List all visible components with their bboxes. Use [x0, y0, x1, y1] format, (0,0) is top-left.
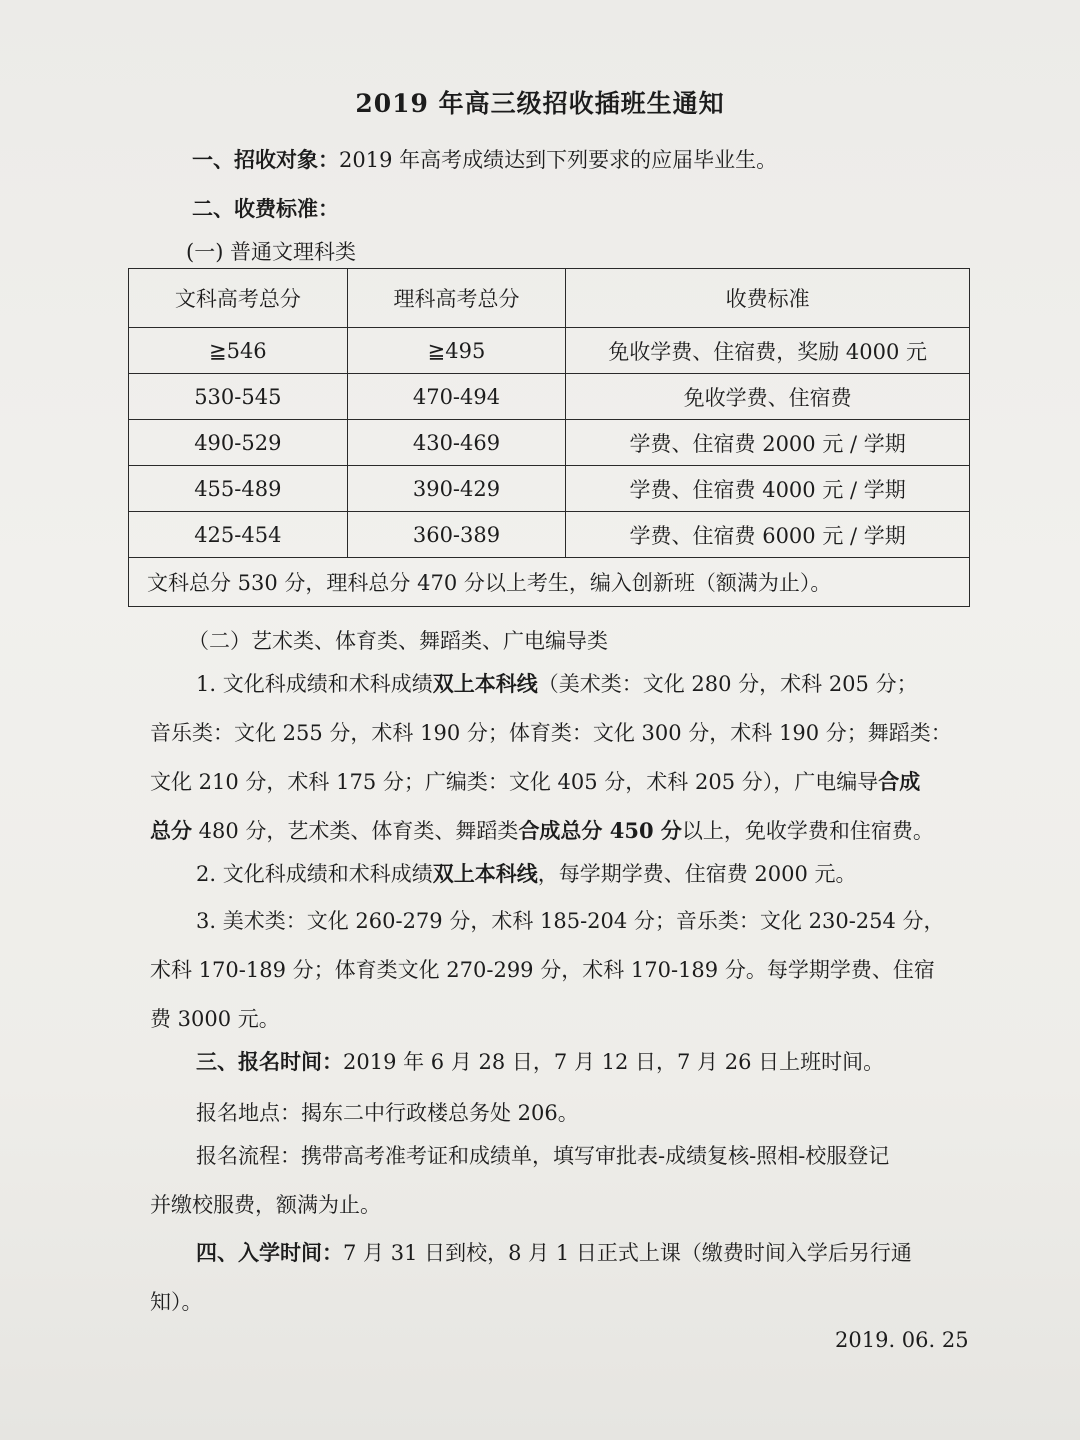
item-3-line-1: 3. 美术类：文化 260-279 分，术科 185-204 分；音乐类：文化 230-254 分， [196, 909, 945, 933]
section-3-text: 2019 年 6 月 28 日，7 月 12 日，7 月 26 日上班时间。 [343, 1050, 885, 1074]
cell-fee: 免收学费、住宿费，奖励 4000 元 [566, 328, 970, 374]
item-2-text: 2. 文化科成绩和术科成绩 [196, 862, 433, 886]
header-fee-standard: 收费标准 [566, 269, 970, 328]
table-row [129, 466, 970, 512]
item-1-line-1 [196, 668, 918, 698]
section-4-text: 7 月 31 日到校，8 月 1 日正式上课（缴费时间入学后另行通 [343, 1241, 912, 1265]
item-2 [196, 858, 857, 888]
cell-science: 470-494 [347, 374, 566, 420]
item-1-text: （美术类：文化 280 分，术科 205 分； [537, 672, 918, 696]
registration-process-line-1: 报名流程：携带高考准考证和成绩单，填写审批表-成绩复核-照相-校服登记 [196, 1144, 890, 1168]
subsection-1: (一) 普通文理科类 [186, 240, 357, 264]
section-4-label: 四、入学时间： [196, 1240, 343, 1265]
section-1-label: 一、招收对象： [192, 147, 339, 172]
header-liberal-arts: 文科高考总分 [129, 269, 348, 328]
cell-science: 430-469 [347, 420, 566, 466]
section-4 [196, 1237, 912, 1267]
notice-title: 2019 年高三级招收插班生通知 [355, 89, 725, 118]
item-1-emphasis: 合成 [878, 769, 921, 794]
item-1-emphasis: 双上本科线 [432, 671, 538, 696]
section-3-label: 三、报名时间： [196, 1049, 343, 1074]
section-2-label: 二、收费标准： [192, 196, 339, 221]
item-3-line-3: 费 3000 元。 [150, 1007, 280, 1031]
cell-liberal-arts: ≧546 [129, 328, 348, 374]
section-3 [196, 1046, 884, 1076]
cell-science: ≧495 [347, 328, 566, 374]
subsection-2: （二）艺术类、体育类、舞蹈类、广电编导类 [188, 629, 608, 653]
item-1-line-2: 音乐类：文化 255 分，术科 190 分；体育类：文化 300 分，术科 190 分；舞蹈类： [150, 721, 952, 745]
item-1-text: 1. 文化科成绩和术科成绩 [196, 672, 433, 696]
table-row [129, 420, 970, 466]
registration-place: 报名地点：揭东二中行政楼总务处 206。 [196, 1101, 579, 1125]
cell-science: 360-389 [347, 512, 566, 558]
notice-date: 2019. 06. 25 [835, 1328, 969, 1352]
cell-liberal-arts: 530-545 [129, 374, 348, 420]
table-note-row [129, 558, 970, 607]
item-1-emphasis: 总分 [150, 818, 192, 843]
table-row [129, 512, 970, 558]
registration-process-line-2: 并缴校服费，额满为止。 [150, 1193, 381, 1217]
table-row [129, 374, 970, 420]
item-2-emphasis: 双上本科线 [432, 861, 538, 886]
item-2-text: ，每学期学费、住宿费 2000 元。 [537, 862, 857, 886]
table-row [129, 328, 970, 374]
item-1-line-3 [150, 766, 920, 796]
fee-table [128, 268, 970, 607]
item-3-line-2: 术科 170-189 分；体育类文化 270-299 分，术科 170-189 分。每学期学费、住宿 [150, 958, 935, 982]
cell-science: 390-429 [347, 466, 566, 512]
table-note: 文科总分 530 分，理科总分 470 分以上考生，编入创新班（额满为止）。 [129, 558, 970, 607]
item-1-text: 以上，免收学费和住宿费。 [681, 819, 934, 843]
item-1-emphasis: 合成总分 450 分 [518, 818, 682, 843]
cell-fee: 学费、住宿费 2000 元 / 学期 [566, 420, 970, 466]
table-header-row [129, 269, 970, 328]
header-science: 理科高考总分 [347, 269, 566, 328]
item-1-text: 480 分，艺术类、体育类、舞蹈类 [192, 819, 519, 843]
item-1-line-4 [150, 815, 934, 845]
cell-liberal-arts: 425-454 [129, 512, 348, 558]
cell-fee: 免收学费、住宿费 [566, 374, 970, 420]
cell-liberal-arts: 490-529 [129, 420, 348, 466]
cell-fee: 学费、住宿费 4000 元 / 学期 [566, 466, 970, 512]
section-1 [192, 144, 777, 174]
item-1-text: 文化 210 分，术科 175 分；广编类：文化 405 分，术科 205 分），广电编导 [150, 770, 879, 794]
cell-liberal-arts: 455-489 [129, 466, 348, 512]
section-4-line-2: 知）。 [150, 1290, 203, 1314]
section-1-text: 2019 年高考成绩达到下列要求的应届毕业生。 [339, 148, 778, 172]
cell-fee: 学费、住宿费 6000 元 / 学期 [566, 512, 970, 558]
